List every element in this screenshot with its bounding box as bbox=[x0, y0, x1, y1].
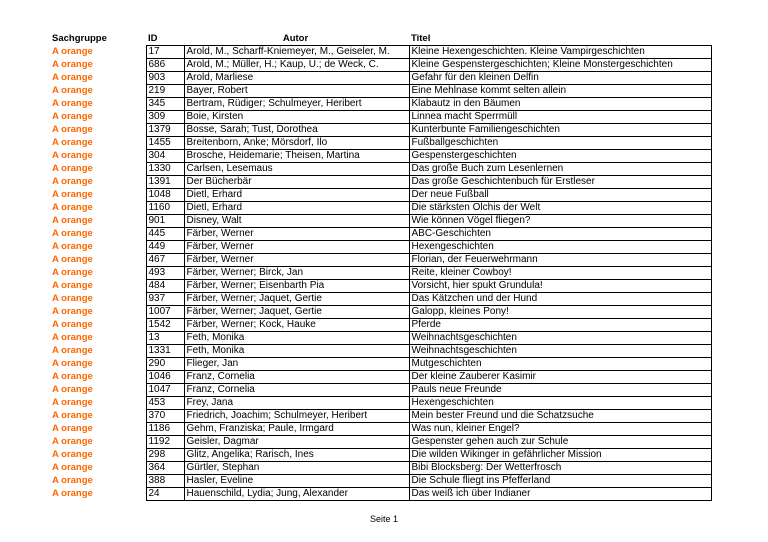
table-row bbox=[50, 176, 711, 189]
table-row bbox=[50, 124, 711, 137]
row-title-cell: Linnea macht Sperrmüll bbox=[409, 111, 711, 124]
row-group-cell: A orange bbox=[50, 410, 146, 423]
row-author-cell: Färber, Werner bbox=[184, 228, 409, 241]
row-author-cell: Bertram, Rüdiger; Schulmeyer, Heribert bbox=[184, 98, 409, 111]
table-row bbox=[50, 280, 711, 293]
row-id-cell: 364 bbox=[146, 462, 184, 475]
table-row bbox=[50, 397, 711, 410]
row-title-cell: Das Kätzchen und der Hund bbox=[409, 293, 711, 306]
row-author-cell: Dietl, Erhard bbox=[184, 202, 409, 215]
row-group-cell: A orange bbox=[50, 488, 146, 501]
row-author-cell: Franz, Cornelia bbox=[184, 384, 409, 397]
row-title-cell: Die stärksten Olchis der Welt bbox=[409, 202, 711, 215]
row-author-cell: Hasler, Eveline bbox=[184, 475, 409, 488]
table-row bbox=[50, 254, 711, 267]
row-author-cell: Dietl, Erhard bbox=[184, 189, 409, 202]
row-id-cell: 345 bbox=[146, 98, 184, 111]
row-title-cell: Wie können Vögel fliegen? bbox=[409, 215, 711, 228]
row-author-cell: Geisler, Dagmar bbox=[184, 436, 409, 449]
header-author: Autor bbox=[282, 32, 309, 44]
header-group: Sachgruppe bbox=[52, 32, 107, 44]
row-title-cell: Pferde bbox=[409, 319, 711, 332]
row-group-cell: A orange bbox=[50, 384, 146, 397]
table-row bbox=[50, 59, 711, 72]
row-id-cell: 901 bbox=[146, 215, 184, 228]
table-row bbox=[50, 306, 711, 319]
row-title-cell: Weihnachtsgeschichten bbox=[409, 345, 711, 358]
row-group-cell: A orange bbox=[50, 423, 146, 436]
row-title-cell: Der neue Fußball bbox=[409, 189, 711, 202]
row-id-cell: 1046 bbox=[146, 371, 184, 384]
row-group-cell: A orange bbox=[50, 475, 146, 488]
row-group-cell: A orange bbox=[50, 46, 146, 59]
row-id-cell: 1160 bbox=[146, 202, 184, 215]
row-author-cell: Feth, Monika bbox=[184, 332, 409, 345]
row-group-cell: A orange bbox=[50, 436, 146, 449]
row-title-cell: Reite, kleiner Cowboy! bbox=[409, 267, 711, 280]
row-author-cell: Färber, Werner; Eisenbarth Pia bbox=[184, 280, 409, 293]
table-row bbox=[50, 475, 711, 488]
table-row bbox=[50, 189, 711, 202]
table-row bbox=[50, 150, 711, 163]
header-row bbox=[50, 32, 711, 46]
row-id-cell: 493 bbox=[146, 267, 184, 280]
row-title-cell: Pauls neue Freunde bbox=[409, 384, 711, 397]
row-title-cell: Florian, der Feuerwehrmann bbox=[409, 254, 711, 267]
row-group-cell: A orange bbox=[50, 254, 146, 267]
row-id-cell: 1542 bbox=[146, 319, 184, 332]
row-title-cell: Mein bester Freund und die Schatzsuche bbox=[409, 410, 711, 423]
row-group-cell: A orange bbox=[50, 462, 146, 475]
row-group-cell: A orange bbox=[50, 267, 146, 280]
row-group-cell: A orange bbox=[50, 137, 146, 150]
table-row bbox=[50, 241, 711, 254]
row-author-cell: Flieger, Jan bbox=[184, 358, 409, 371]
table-row bbox=[50, 488, 711, 501]
row-group-cell: A orange bbox=[50, 202, 146, 215]
table-row bbox=[50, 85, 711, 98]
table-row bbox=[50, 449, 711, 462]
row-id-cell: 1391 bbox=[146, 176, 184, 189]
row-author-cell: Bayer, Robert bbox=[184, 85, 409, 98]
row-group-cell: A orange bbox=[50, 176, 146, 189]
row-group-cell: A orange bbox=[50, 72, 146, 85]
row-title-cell: Das weiß ich über Indianer bbox=[409, 488, 711, 501]
row-author-cell: Arold, M., Scharff-Kniemeyer, M., Geiseler, M. bbox=[184, 46, 409, 59]
table-row bbox=[50, 202, 711, 215]
row-title-cell: Die wilden Wikinger in gefährlicher Mission bbox=[409, 449, 711, 462]
row-title-cell: Eine Mehlnase kommt selten allein bbox=[409, 85, 711, 98]
row-author-cell: Gehm, Franziska; Paule, Irmgard bbox=[184, 423, 409, 436]
row-title-cell: Hexengeschichten bbox=[409, 241, 711, 254]
row-group-cell: A orange bbox=[50, 449, 146, 462]
row-id-cell: 388 bbox=[146, 475, 184, 488]
row-author-cell: Breitenborn, Anke; Mörsdorf, Ilo bbox=[184, 137, 409, 150]
row-author-cell: Arold, M.; Müller, H.; Kaup, U.; de Weck, C. bbox=[184, 59, 409, 72]
table-row bbox=[50, 319, 711, 332]
row-id-cell: 219 bbox=[146, 85, 184, 98]
table-row bbox=[50, 410, 711, 423]
row-group-cell: A orange bbox=[50, 215, 146, 228]
row-group-cell: A orange bbox=[50, 98, 146, 111]
row-id-cell: 686 bbox=[146, 59, 184, 72]
row-id-cell: 1007 bbox=[146, 306, 184, 319]
row-author-cell: Franz, Cornelia bbox=[184, 371, 409, 384]
row-id-cell: 290 bbox=[146, 358, 184, 371]
row-id-cell: 449 bbox=[146, 241, 184, 254]
table-row bbox=[50, 332, 711, 345]
row-group-cell: A orange bbox=[50, 150, 146, 163]
row-group-cell: A orange bbox=[50, 306, 146, 319]
row-id-cell: 903 bbox=[146, 72, 184, 85]
row-id-cell: 309 bbox=[146, 111, 184, 124]
row-group-cell: A orange bbox=[50, 371, 146, 384]
row-title-cell: Hexengeschichten bbox=[409, 397, 711, 410]
row-title-cell: Klabautz in den Bäumen bbox=[409, 98, 711, 111]
book-list-table bbox=[50, 32, 712, 501]
row-author-cell: Glitz, Angelika; Rarisch, Ines bbox=[184, 449, 409, 462]
row-group-cell: A orange bbox=[50, 293, 146, 306]
row-author-cell: Friedrich, Joachim; Schulmeyer, Heribert bbox=[184, 410, 409, 423]
row-author-cell: Hauenschild, Lydia; Jung, Alexander bbox=[184, 488, 409, 501]
row-author-cell: Arold, Marliese bbox=[184, 72, 409, 85]
row-id-cell: 1186 bbox=[146, 423, 184, 436]
row-title-cell: Kleine Hexengeschichten. Kleine Vampirgeschichten bbox=[409, 46, 711, 59]
row-group-cell: A orange bbox=[50, 332, 146, 345]
row-author-cell: Färber, Werner; Jaquet, Gertie bbox=[184, 293, 409, 306]
row-group-cell: A orange bbox=[50, 319, 146, 332]
row-id-cell: 1379 bbox=[146, 124, 184, 137]
row-group-cell: A orange bbox=[50, 124, 146, 137]
table-row bbox=[50, 46, 711, 59]
page-footer: Seite 1 bbox=[369, 514, 399, 524]
row-title-cell: Bibi Blocksberg: Der Wetterfrosch bbox=[409, 462, 711, 475]
row-title-cell: Vorsicht, hier spukt Grundula! bbox=[409, 280, 711, 293]
row-id-cell: 13 bbox=[146, 332, 184, 345]
table-row bbox=[50, 267, 711, 280]
row-title-cell: Gespenster gehen auch zur Schule bbox=[409, 436, 711, 449]
row-id-cell: 1330 bbox=[146, 163, 184, 176]
table-row bbox=[50, 423, 711, 436]
row-title-cell: Gefahr für den kleinen Delfin bbox=[409, 72, 711, 85]
table-row bbox=[50, 215, 711, 228]
row-id-cell: 370 bbox=[146, 410, 184, 423]
row-author-cell: Feth, Monika bbox=[184, 345, 409, 358]
row-title-cell: Was nun, kleiner Engel? bbox=[409, 423, 711, 436]
table-row bbox=[50, 72, 711, 85]
row-author-cell: Bosse, Sarah; Tust, Dorothea bbox=[184, 124, 409, 137]
header-id: ID bbox=[148, 32, 158, 44]
row-id-cell: 467 bbox=[146, 254, 184, 267]
row-author-cell: Färber, Werner; Birck, Jan bbox=[184, 267, 409, 280]
row-author-cell: Färber, Werner; Jaquet, Gertie bbox=[184, 306, 409, 319]
row-title-cell: Kleine Gespenstergeschichten; Kleine Monstergeschichten bbox=[409, 59, 711, 72]
row-title-cell: Kunterbunte Familiengeschichten bbox=[409, 124, 711, 137]
row-title-cell: Der kleine Zauberer Kasimir bbox=[409, 371, 711, 384]
row-title-cell: Das große Buch zum Lesenlernen bbox=[409, 163, 711, 176]
table-row bbox=[50, 345, 711, 358]
row-group-cell: A orange bbox=[50, 358, 146, 371]
row-author-cell: Färber, Werner; Kock, Hauke bbox=[184, 319, 409, 332]
row-title-cell: Mutgeschichten bbox=[409, 358, 711, 371]
row-group-cell: A orange bbox=[50, 397, 146, 410]
table-row bbox=[50, 358, 711, 371]
row-author-cell: Gürtler, Stephan bbox=[184, 462, 409, 475]
row-author-cell: Boie, Kirsten bbox=[184, 111, 409, 124]
row-author-cell: Färber, Werner bbox=[184, 241, 409, 254]
row-title-cell: ABC-Geschichten bbox=[409, 228, 711, 241]
row-group-cell: A orange bbox=[50, 345, 146, 358]
row-id-cell: 1192 bbox=[146, 436, 184, 449]
row-title-cell: Die Schule fliegt ins Pfefferland bbox=[409, 475, 711, 488]
row-group-cell: A orange bbox=[50, 163, 146, 176]
row-id-cell: 1455 bbox=[146, 137, 184, 150]
row-author-cell: Färber, Werner bbox=[184, 254, 409, 267]
row-group-cell: A orange bbox=[50, 111, 146, 124]
table-row bbox=[50, 111, 711, 124]
row-id-cell: 1331 bbox=[146, 345, 184, 358]
row-id-cell: 304 bbox=[146, 150, 184, 163]
row-title-cell: Gespenstergeschichten bbox=[409, 150, 711, 163]
table-row bbox=[50, 137, 711, 150]
row-id-cell: 937 bbox=[146, 293, 184, 306]
table-row bbox=[50, 371, 711, 384]
row-id-cell: 298 bbox=[146, 449, 184, 462]
header-title: Titel bbox=[411, 32, 431, 44]
row-group-cell: A orange bbox=[50, 59, 146, 72]
row-id-cell: 17 bbox=[146, 46, 184, 59]
row-author-cell: Frey, Jana bbox=[184, 397, 409, 410]
table-row bbox=[50, 293, 711, 306]
table-row bbox=[50, 462, 711, 475]
table-row bbox=[50, 384, 711, 397]
row-id-cell: 1048 bbox=[146, 189, 184, 202]
row-id-cell: 484 bbox=[146, 280, 184, 293]
row-author-cell: Disney, Walt bbox=[184, 215, 409, 228]
table-row bbox=[50, 436, 711, 449]
row-id-cell: 453 bbox=[146, 397, 184, 410]
row-group-cell: A orange bbox=[50, 241, 146, 254]
row-author-cell: Der Bücherbär bbox=[184, 176, 409, 189]
row-group-cell: A orange bbox=[50, 189, 146, 202]
row-id-cell: 445 bbox=[146, 228, 184, 241]
row-title-cell: Fußballgeschichten bbox=[409, 137, 711, 150]
row-id-cell: 1047 bbox=[146, 384, 184, 397]
row-group-cell: A orange bbox=[50, 85, 146, 98]
table-row bbox=[50, 163, 711, 176]
row-title-cell: Weihnachtsgeschichten bbox=[409, 332, 711, 345]
table-row bbox=[50, 98, 711, 111]
row-author-cell: Carlsen, Lesemaus bbox=[184, 163, 409, 176]
row-id-cell: 24 bbox=[146, 488, 184, 501]
row-title-cell: Das große Geschichtenbuch für Erstleser bbox=[409, 176, 711, 189]
row-title-cell: Galopp, kleines Pony! bbox=[409, 306, 711, 319]
row-author-cell: Brosche, Heidemarie; Theisen, Martina bbox=[184, 150, 409, 163]
table-row bbox=[50, 228, 711, 241]
row-group-cell: A orange bbox=[50, 280, 146, 293]
row-group-cell: A orange bbox=[50, 228, 146, 241]
